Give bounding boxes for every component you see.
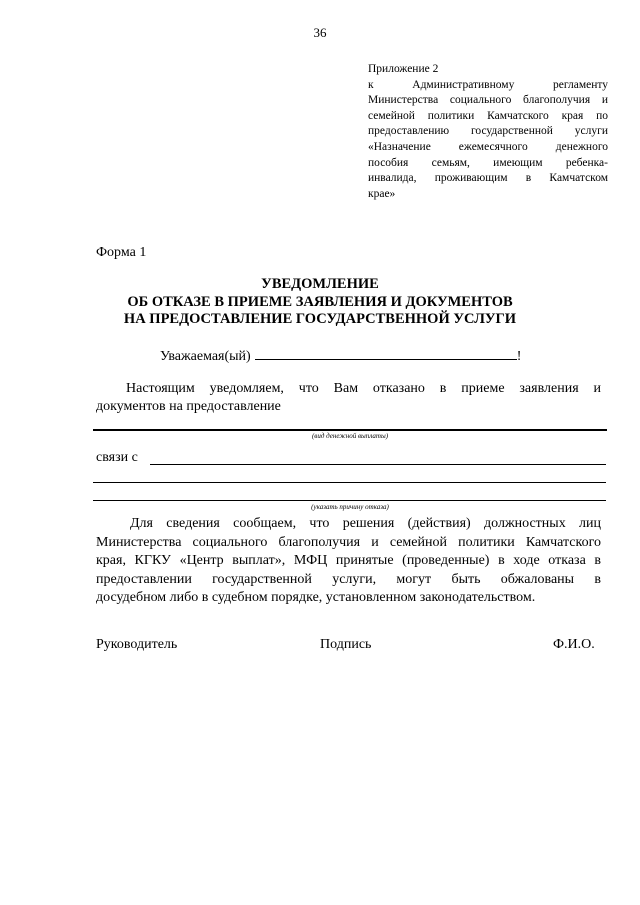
info-paragraph (96, 515, 601, 608)
info-line: Для сведения сообщаем, что решения (действия) должностных лиц (130, 516, 601, 531)
appendix-block (368, 62, 608, 202)
title-line: УВЕДОМЛЕНИЕ (261, 276, 379, 292)
greeting-prefix: Уважаемая(ый) (160, 349, 251, 364)
benefit-type-caption: (вид денежной выплаты) (311, 432, 389, 440)
reason-caption: (указать причину отказа) (311, 503, 389, 511)
document-title (0, 276, 640, 329)
signature-label: Подпись (320, 637, 372, 652)
info-line: края, КГКУ «Центр выплат», МФЦ принятые (проведенные) в ходе отказа в (96, 553, 601, 569)
notice-line: документов на предоставление (96, 399, 281, 414)
info-line: досудебном либо в судебном порядке, установленном законодательством. (96, 590, 536, 606)
appendix-line: Приложение 2 (368, 63, 439, 75)
notice-paragraph (96, 380, 601, 416)
appendix-line: семейной политики Камчатского края по (368, 109, 608, 122)
full-name-label: Ф.И.О. (553, 637, 595, 652)
head-label: Руководитель (96, 637, 178, 652)
form-label: Форма 1 (96, 245, 147, 260)
reason-field-line-3[interactable] (93, 500, 606, 501)
svyazi-label: связи с (96, 450, 138, 465)
page-number: 36 (313, 25, 327, 40)
reason-field-line-2[interactable] (93, 482, 606, 483)
title-line: НА ПРЕДОСТАВЛЕНИЕ ГОСУДАРСТВЕННОЙ УСЛУГИ (123, 311, 517, 327)
notice-line: Настоящим уведомляем, что Вам отказано в приеме заявления и (126, 381, 601, 396)
appendix-line: «Назначение ежемесячного денежного (368, 140, 608, 153)
info-line: предоставлении государственной услуги, могут быть обжалованы в (96, 571, 601, 587)
appendix-line: предоставлению государственной услуги (368, 125, 608, 138)
recipient-name-field[interactable] (255, 345, 517, 360)
appendix-line: инвалида, проживающим в Камчатском (368, 172, 608, 185)
title-line: ОБ ОТКАЗЕ В ПРИЕМЕ ЗАЯВЛЕНИЯ И ДОКУМЕНТОВ (127, 293, 513, 310)
benefit-type-field[interactable] (93, 429, 607, 431)
appendix-line: крае» (368, 187, 396, 200)
greeting-suffix: ! (516, 349, 522, 364)
info-line: Министерства социального благополучия и семейной политики Камчатского (96, 534, 601, 550)
reason-field-line-1[interactable] (150, 464, 606, 465)
appendix-line: к Административному регламенту (368, 78, 608, 91)
greeting (160, 345, 521, 365)
appendix-line: пособия семьям, имеющим ребенка- (368, 156, 608, 169)
appendix-line: Министерства социального благополучия и (368, 94, 608, 107)
